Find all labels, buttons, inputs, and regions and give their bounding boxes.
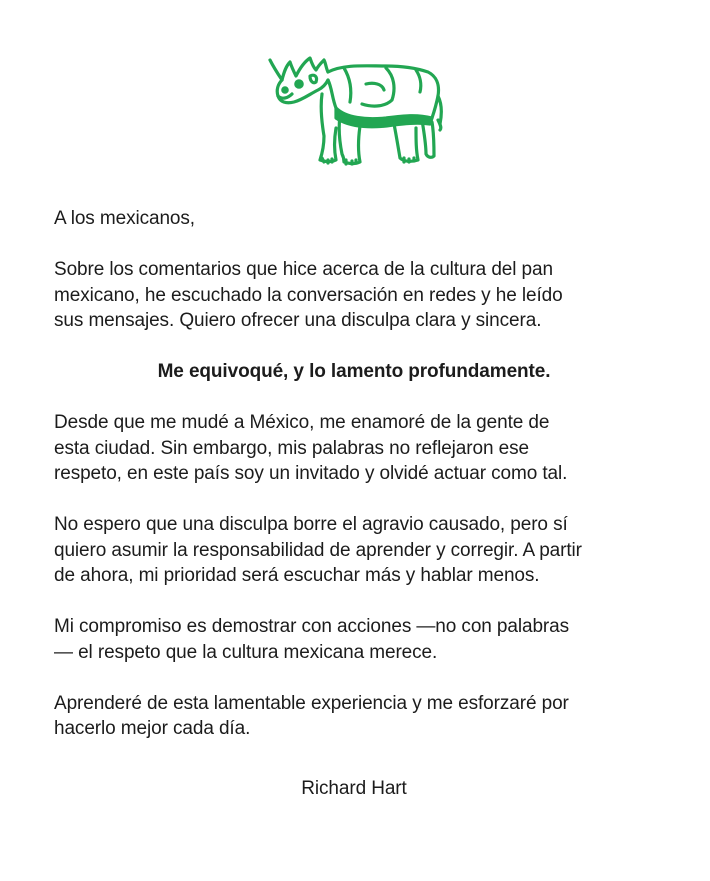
text-line: quiero asumir la responsabilidad de aprender y corregir. A partir	[54, 539, 582, 561]
paragraph-2	[54, 410, 664, 487]
salutation: A los mexicanos,	[54, 208, 195, 229]
paragraph-5	[54, 691, 664, 742]
text-line: Desde que me mudé a México, me enamoré de la gente de	[54, 412, 550, 433]
text-line: hacerlo mejor cada día.	[54, 718, 251, 739]
text-line: de ahora, mi prioridad será escuchar más y hablar menos.	[54, 565, 540, 586]
text-line: Aprenderé de esta lamentable experiencia y me esforzaré por	[54, 692, 569, 714]
emphasis-statement: Me equivoqué, y lo lamento profundamente.	[157, 361, 551, 382]
text-line: No espero que una disculpa borre el agravio causado, pero sí	[54, 514, 568, 535]
text-line: — el respeto que la cultura mexicana merece.	[54, 641, 438, 663]
apology-letter	[54, 206, 664, 827]
paragraph-4	[54, 614, 664, 665]
rhino-icon	[266, 54, 444, 166]
text-line: sus mensajes. Quiero ofrecer una disculpa clara y sincera.	[54, 310, 542, 331]
text-line: esta ciudad. Sin embargo, mis palabras no reflejaron ese	[54, 437, 529, 459]
text-line: Mi compromiso es demostrar con acciones —no con palabras	[54, 616, 570, 637]
text-line: Sobre los comentarios que hice acerca de la cultura del pan	[54, 259, 553, 280]
paragraph-1	[54, 257, 664, 334]
paragraph-3	[54, 512, 664, 589]
rhino-logo	[266, 54, 444, 166]
signature: Richard Hart	[301, 777, 407, 799]
text-line: mexicano, he escuchado la conversación en redes y he leído	[54, 284, 563, 306]
text-line: respeto, en este país soy un invitado y olvidé actuar como tal.	[54, 463, 568, 484]
